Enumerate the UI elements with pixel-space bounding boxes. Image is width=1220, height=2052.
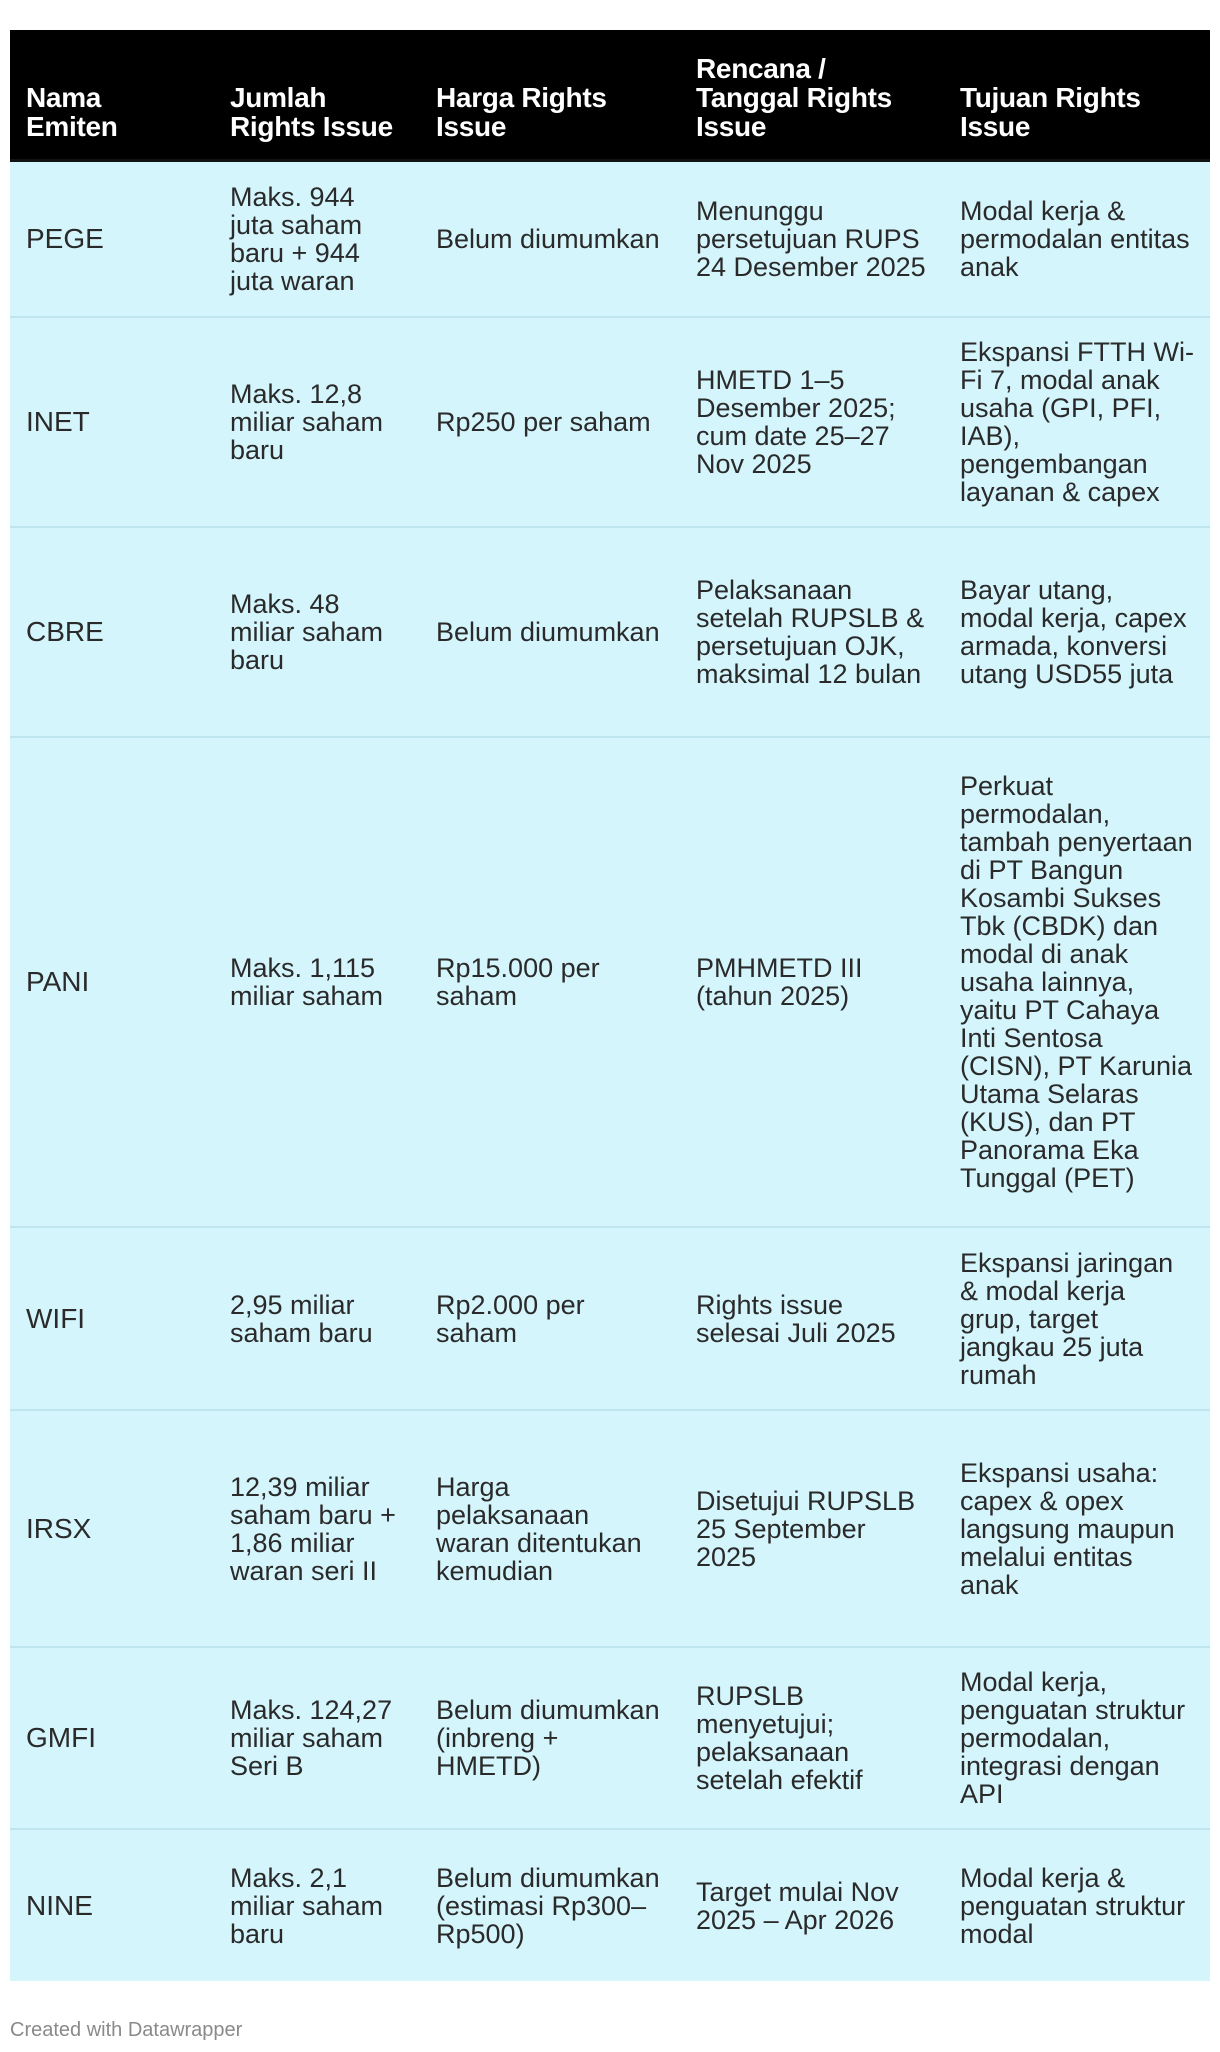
cell-rencana: Disetujui RUPSLB 25 September 2025: [696, 1485, 916, 1572]
cell-rencana: Menunggu persetujuan RUPS 24 Desember 2025: [696, 195, 926, 282]
cell-emiten: PANI: [26, 966, 90, 997]
cell-jumlah: Maks. 124,27 miliar saham Seri B: [230, 1695, 393, 1781]
cell-jumlah: Maks. 2,1 miliar saham baru: [230, 1862, 384, 1949]
cell-harga: Rp2.000 per saham: [436, 1289, 585, 1348]
table-row: [10, 1410, 1210, 1647]
cell-harga: Belum diumumkan: [436, 617, 660, 647]
rights-issue-table-container: [10, 30, 1210, 1981]
header-harga-rights-issue: Harga Rights Issue: [436, 81, 607, 142]
cell-harga: Rp250 per saham: [436, 407, 651, 437]
cell-tujuan: Ekspansi usaha: capex & opex langsung maupun melalui entitas anak: [960, 1457, 1175, 1600]
table-row: [10, 1829, 1210, 1981]
cell-rencana: RUPSLB menyetujui; pelaksanaan setelah efektif: [696, 1681, 863, 1795]
cell-tujuan: Ekspansi FTTH Wi-Fi 7, modal anak usaha (GPI, PFI, IAB), pengembangan layanan & capex: [960, 337, 1195, 507]
cell-emiten: GMFI: [26, 1722, 96, 1753]
cell-emiten: IRSX: [26, 1512, 92, 1544]
table-row: [10, 1647, 1210, 1829]
cell-harga: Rp15.000 per saham: [436, 953, 600, 1011]
cell-jumlah: Maks. 1,115 miliar saham: [230, 953, 384, 1011]
header-tujuan-rights-issue: Tujuan Rights Issue: [960, 81, 1141, 142]
rights-issue-table: [10, 30, 1210, 1981]
table-row: [10, 737, 1210, 1227]
header-rencana-tanggal: Rencana / Tanggal Rights Issue: [696, 52, 892, 142]
header-row: [10, 30, 1210, 160]
header-jumlah-rights-issue: Jumlah Rights Issue: [230, 81, 393, 142]
cell-emiten: INET: [26, 406, 90, 437]
cell-tujuan: Ekspansi jaringan & modal kerja grup, target jangkau 25 juta rumah: [960, 1247, 1174, 1390]
cell-tujuan: Modal kerja & permodalan entitas anak: [960, 195, 1190, 282]
cell-rencana: Pelaksanaan setelah RUPSLB & persetujuan OJK, maksimal 12 bulan: [696, 575, 925, 689]
cell-emiten: PEGE: [26, 222, 104, 254]
cell-harga: Harga pelaksanaan waran ditentukan kemudian: [436, 1471, 642, 1586]
cell-rencana: HMETD 1–5 Desember 2025; cum date 25–27 Nov 2025: [696, 365, 896, 479]
cell-tujuan: Perkuat permodalan, tambah penyertaan di PT Bangun Kosambi Sukses Tbk (CBDK) dan modal di anak usaha lainnya, yaitu PT Cahaya Inti Sentosa (CISN), PT Karunia Utama Selaras (KUS), dan PT Panorama Eka Tunggal (PET): [960, 771, 1193, 1193]
cell-jumlah: Maks. 12,8 miliar saham baru: [230, 379, 384, 465]
cell-rencana: Rights issue selesai Juli 2025: [696, 1289, 896, 1348]
table-row: [10, 527, 1210, 737]
header-nama-emiten: Nama Emiten: [26, 81, 118, 142]
cell-emiten: WIFI: [26, 1302, 86, 1334]
table-header: [10, 30, 1210, 160]
table-body: [10, 160, 1210, 1981]
datawrapper-credit[interactable]: Created with Datawrapper: [10, 2019, 243, 2041]
table-row: [10, 317, 1210, 527]
cell-tujuan: Bayar utang, modal kerja, capex armada, konversi utang USD55 juta: [960, 575, 1187, 689]
cell-jumlah: 12,39 miliar saham baru + 1,86 miliar waran seri II: [230, 1471, 396, 1586]
cell-harga: Belum diumumkan (estimasi Rp300–Rp500): [436, 1862, 660, 1949]
cell-jumlah: 2,95 miliar saham baru: [230, 1289, 373, 1348]
cell-harga: Belum diumumkan (inbreng + HMETD): [436, 1695, 660, 1781]
cell-rencana: PMHMETD III (tahun 2025): [696, 953, 863, 1011]
cell-harga: Belum diumumkan: [436, 223, 660, 254]
cell-rencana: Target mulai Nov 2025 – Apr 2026: [696, 1876, 899, 1935]
cell-jumlah: Maks. 48 miliar saham baru: [230, 589, 384, 675]
cell-tujuan: Modal kerja, penguatan struktur permodalan, integrasi dengan API: [960, 1667, 1186, 1809]
cell-emiten: NINE: [26, 1889, 93, 1921]
table-row: [10, 1227, 1210, 1410]
cell-jumlah: Maks. 944 juta saham baru + 944 juta waran: [230, 181, 363, 296]
table-row: [10, 160, 1210, 317]
cell-emiten: CBRE: [26, 616, 104, 647]
cell-tujuan: Modal kerja & penguatan struktur modal: [960, 1862, 1186, 1949]
